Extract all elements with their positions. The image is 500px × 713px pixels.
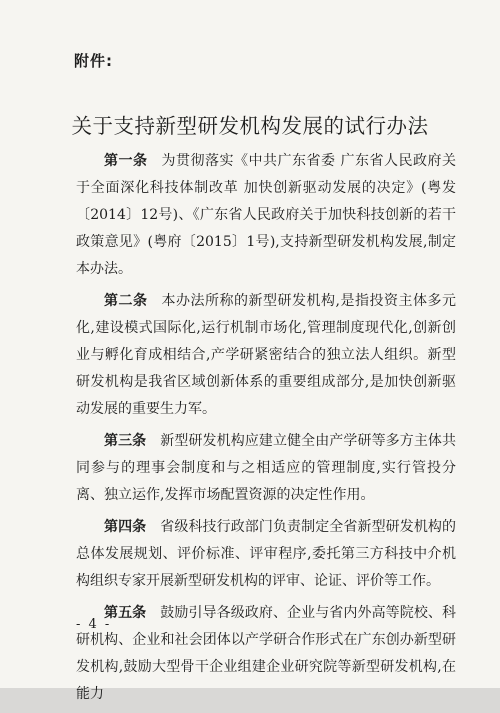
- page-number: - 4 -: [76, 617, 112, 632]
- document-title: 关于支持新型研发机构发展的试行办法: [71, 113, 429, 138]
- article-label: 第三条: [104, 433, 147, 449]
- article-text: 鼓励引导各级政府、企业与省内外高等院校、科研机构、企业和社会团体以产学研合作形式在广东创办新型研发机构,鼓励大型骨干企业组建企业研究院等新型研发机构,在能力: [76, 605, 457, 702]
- article-4: [76, 514, 456, 595]
- article-2: [76, 288, 456, 423]
- article-text: 本办法所称的新型研发机构,是指投资主体多元化,建设模式国际化,运行机制市场化,管理制度现代化,创新创业与孵化育成相结合,产学研紧密结合的独立法人组织。新型研发机构是我省区域创新体系的重要组成部分,是加快创新驱动发展的重要生力军。: [76, 293, 457, 417]
- article-text: 为贯彻落实《中共广东省委 广东省人民政府关于全面深化科技体制改革 加快创新驱动发展的决定》(粤发〔2014〕12号)、《广东省人民政府关于加快科技创新的若干政策意见》(粤府〔2015〕1号),支持新型研发机构发展,制定本办法。: [76, 153, 457, 277]
- article-label: 第四条: [104, 519, 147, 535]
- article-text: 新型研发机构应建立健全由产学研等多方主体共同参与的理事会制度和与之相适应的管理制度,实行管投分离、独立运作,发挥市场配置资源的决定性作用。: [76, 433, 457, 503]
- document-body: [76, 148, 456, 713]
- article-label: 第一条: [104, 153, 148, 169]
- article-3: [76, 428, 456, 509]
- article-label: 第二条: [104, 293, 148, 309]
- article-1: [76, 148, 456, 283]
- article-5: [76, 600, 456, 708]
- article-text: 省级科技行政部门负责制定全省新型研发机构的总体发展规划、评价标准、评审程序,委托第三方科技中介机构组织专家开展新型研发机构的评审、论证、评价等工作。: [76, 519, 457, 589]
- article-label: 第五条: [104, 605, 147, 621]
- attachment-label: 附件:: [74, 52, 113, 70]
